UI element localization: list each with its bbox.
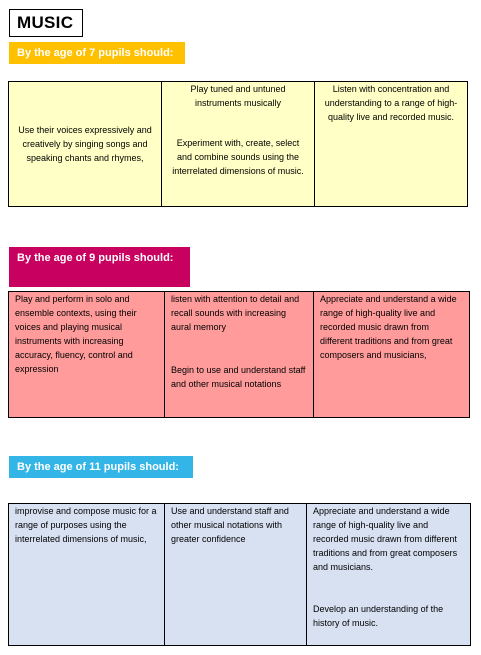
page-title: MUSIC <box>17 13 74 32</box>
title-box <box>9 9 83 37</box>
cell-age-11-appreciate <box>307 504 471 646</box>
section-heading-age-11: By the age of 11 pupils should: <box>9 456 193 478</box>
cell-age-7-voices <box>9 82 162 207</box>
cell-text: Develop an understanding of the history of music. <box>313 604 444 628</box>
section-heading-age-7: By the age of 7 pupils should: <box>9 42 185 64</box>
cell-age-9-listen <box>165 292 314 418</box>
table-age-7 <box>8 81 468 207</box>
cell-text: Appreciate and understand a wide range of high-quality live and recorded music drawn from different traditions and from great composers and musicians, <box>320 294 457 360</box>
cell-text: Begin to use and understand staff and other musical notations <box>171 365 306 389</box>
cell-text: Play and perform in solo and ensemble contexts, using their voices and playing musical instruments with increasing accuracy, fluency, control and expression <box>15 294 137 374</box>
cell-age-11-compose <box>9 504 165 646</box>
table-age-11 <box>8 503 471 646</box>
section-heading-age-9: By the age of 9 pupils should: <box>9 247 190 287</box>
cell-text: listen with attention to detail and recall sounds with increasing aural memory <box>171 294 300 332</box>
cell-age-9-perform <box>9 292 165 418</box>
cell-text: Play tuned and untuned instruments musically <box>190 84 286 108</box>
table-age-9 <box>8 291 470 418</box>
cell-text: improvise and compose music for a range of purposes using the interrelated dimensions of music, <box>15 506 157 544</box>
cell-text: Use their voices expressively and creatively by singing songs and speaking chants and rhymes, <box>18 125 152 163</box>
cell-text: Experiment with, create, select and combine sounds using the interrelated dimensions of music. <box>172 138 304 176</box>
cell-text: Appreciate and understand a wide range of high-quality live and recorded music drawn from different traditions and from great composers and musicians. <box>313 506 458 572</box>
cell-age-7-listen <box>315 82 468 207</box>
cell-age-9-appreciate <box>314 292 470 418</box>
cell-age-7-instruments <box>162 82 315 207</box>
cell-age-11-notation <box>165 504 307 646</box>
cell-text: Listen with concentration and understanding to a range of high-quality live and recorded music. <box>324 84 458 122</box>
cell-text: Use and understand staff and other musical notations with greater confidence <box>171 506 289 544</box>
